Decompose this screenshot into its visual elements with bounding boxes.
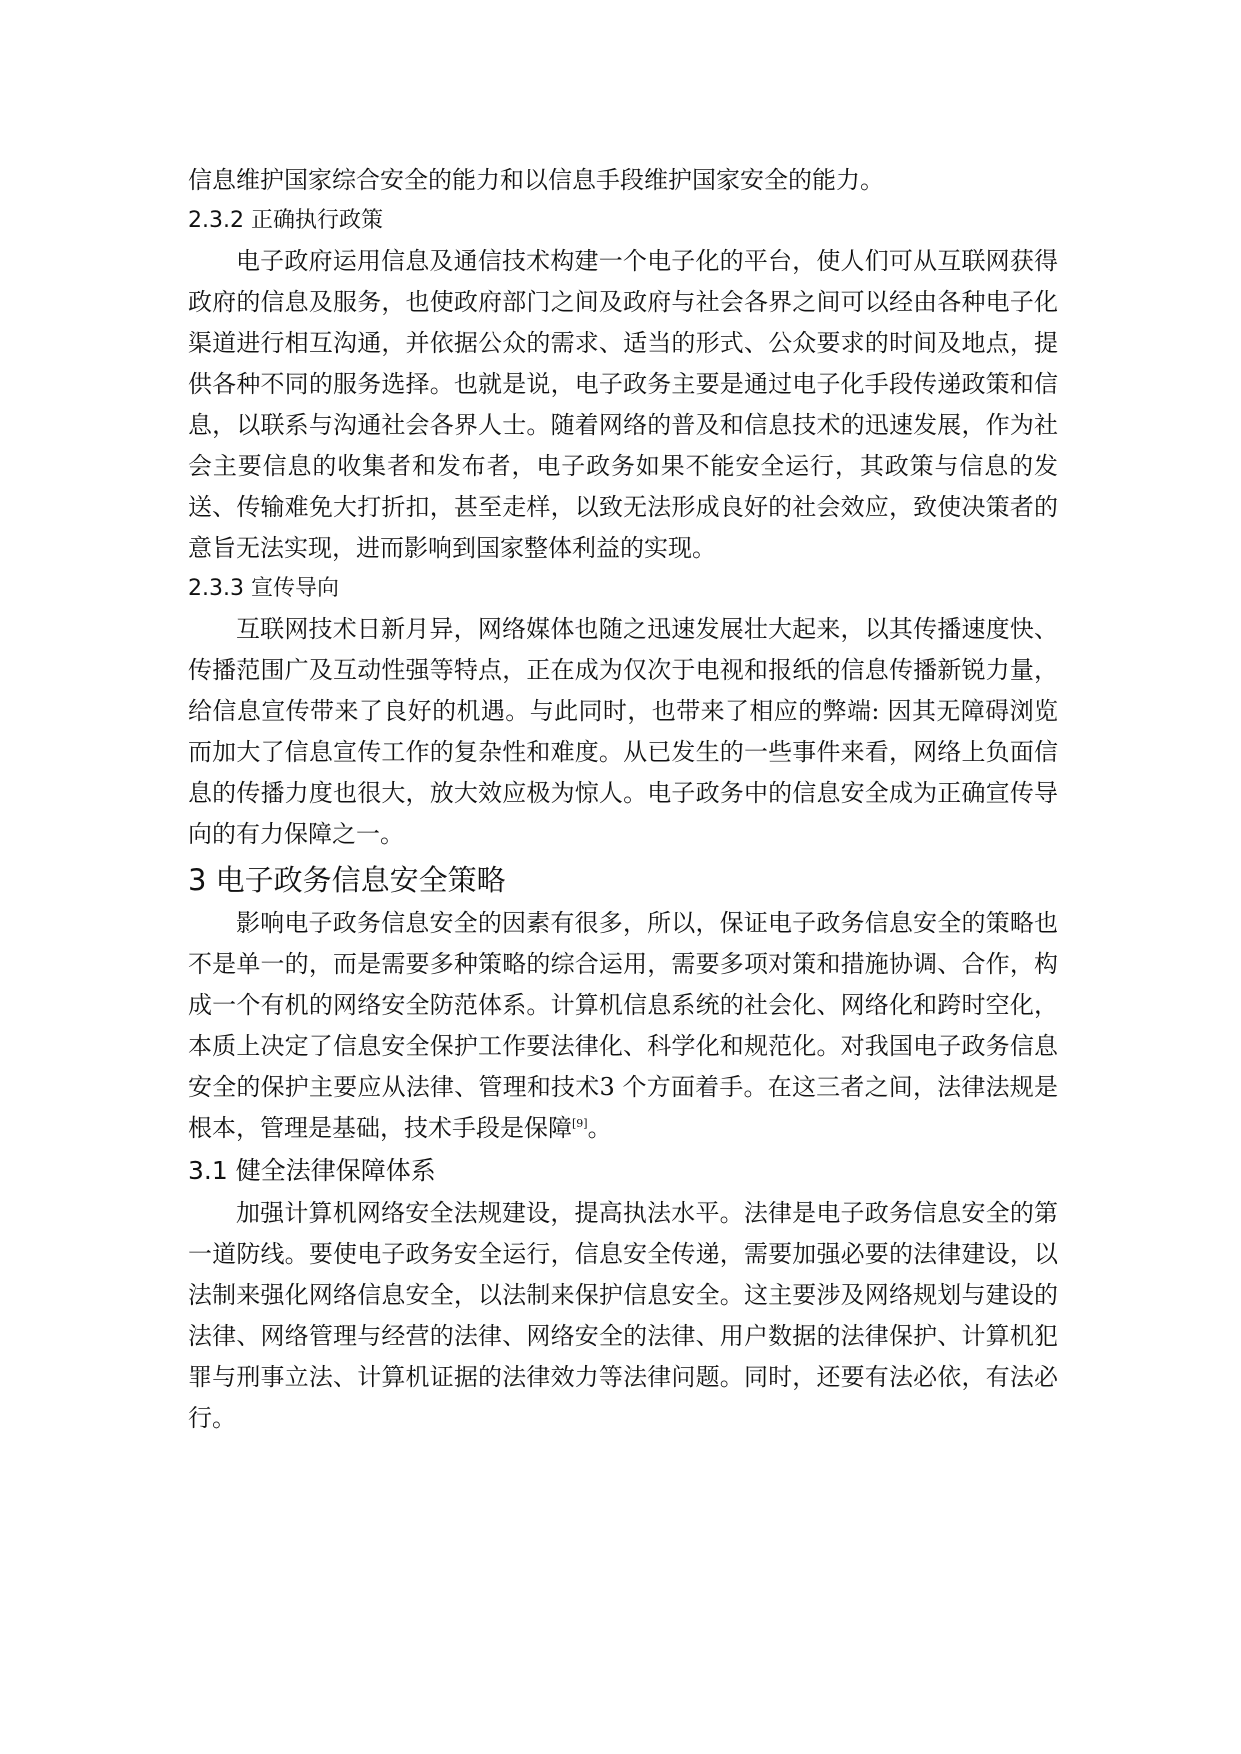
- paragraph-3-1: 加强计算机网络安全法规建设，提高执法水平。法律是电子政务信息安全的第一道防线。要使电子政务安全运行，信息安全传递，需要加强必要的法律建设，以法制来强化网络信息安全，以法制来保护信息安全。这主要涉及网络规划与建设的法律、网络管理与经营的法律、网络安全的法律、用户数据的法律保护、计算机犯罪与刑事立法、计算机证据的法律效力等法律问题。同时，还要有法必依，有法必行。: [188, 1199, 1058, 1432]
- paragraph-2-3-3: 互联网技术日新月异，网络媒体也随之迅速发展壮大起来，以其传播速度快、传播范围广及互动性强等特点，正在成为仅次于电视和报纸的信息传播新锐力量，给信息宣传带来了良好的机遇。与此同时，也带来了相应的弊端: 因其无障碍浏览而加大了信息宣传工作的复杂性和难度。从已发生的一些事件来看，网络上负面信息的传播力度也很大，放大效应极为惊人。电子政务中的信息安全成为正确宣传导向的有力保障之一。: [188, 615, 1058, 848]
- paragraph-intro: 信息维护国家综合安全的能力和以信息手段维护国家安全的能力。: [188, 166, 884, 194]
- chapter-heading-3: 3 电子政务信息安全策略: [188, 863, 506, 897]
- paragraph-2-3-2: 电子政府运用信息及通信技术构建一个电子化的平台，使人们可从互联网获得政府的信息及服务，也使政府部门之间及政府与社会各界之间可以经由各种电子化渠道进行相互沟通，并依据公众的需求、适当的形式、公众要求的时间及地点，提供各种不同的服务选择。也就是说，电子政务主要是通过电子化手段传递政策和信息，以联系与沟通社会各界人士。随着网络的普及和信息技术的迅速发展，作为社会主要信息的收集者和发布者，电子政务如果不能安全运行，其政策与信息的发送、传输难免大打折扣，甚至走样，以致无法形成良好的社会效应，致使决策者的意旨无法实现，进而影响到国家整体利益的实现。: [188, 247, 1058, 562]
- paragraph-3-text: 影响电子政务信息安全的因素有很多，所以，保证电子政务信息安全的策略也不是单一的，而是需要多种策略的综合运用，需要多项对策和措施协调、合作，构成一个有机的网络安全防范体系。计算机信息系统的社会化、网络化和跨时空化，本质上决定了信息安全保护工作要法律化、科学化和规范化。对我国电子政务信息安全的保护主要应从法律、管理和技术3 个方面着手。在这三者之间，法律法规是根本，管理是基础，技术手段是保障: [188, 909, 1058, 1142]
- section-heading-2-3-3: 2.3.3 宣传导向: [188, 576, 339, 601]
- paragraph-3-end: 。: [587, 1114, 612, 1142]
- paragraph-3: [188, 903, 1058, 1149]
- citation-ref: [9]: [572, 1117, 588, 1130]
- section-heading-2-3-2: 2.3.2 正确执行政策: [188, 208, 383, 233]
- section-heading-3-1: 3.1 健全法律保障体系: [188, 1156, 436, 1185]
- document-body: [188, 160, 1058, 1439]
